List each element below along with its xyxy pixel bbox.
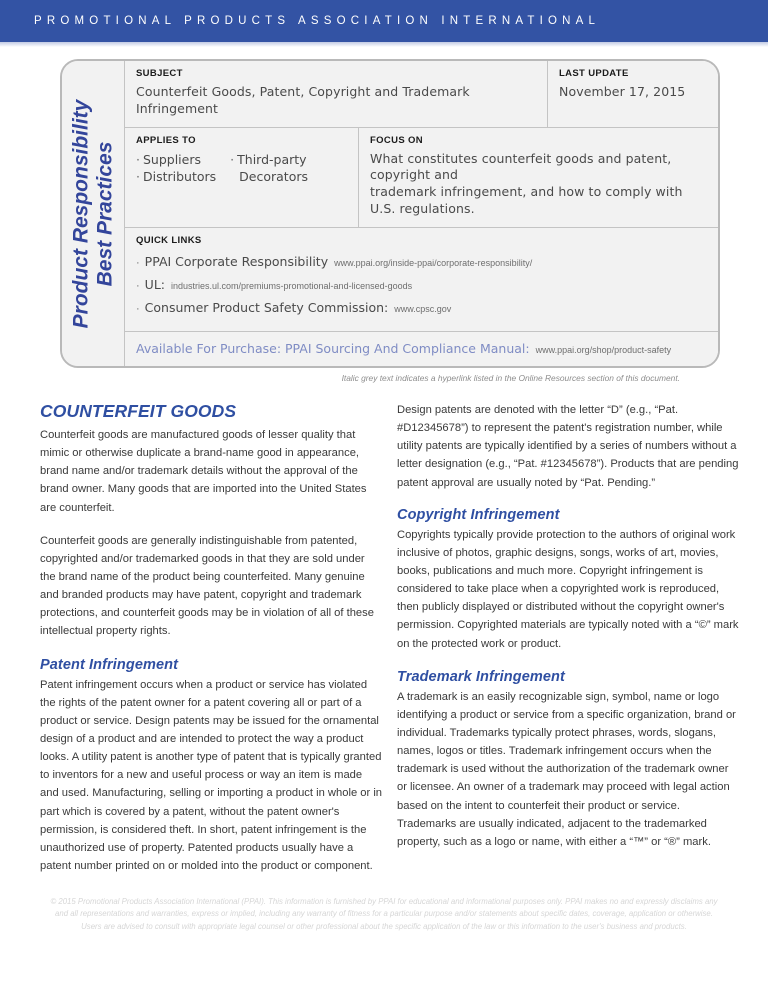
focus-on-line-2: trademark infringement, and how to comply with U.S. regulations.	[370, 184, 683, 216]
list-item	[136, 168, 216, 186]
quick-link-url[interactable]: www.cpsc.gov	[394, 304, 452, 315]
section-heading-copyright: Copyright Infringement	[397, 506, 560, 523]
info-card	[60, 59, 720, 368]
purchase-url[interactable]: www.ppai.org/shop/product-safety	[535, 345, 672, 356]
quick-link-url[interactable]: www.ppai.org/inside-ppai/corporate-responsibility/	[334, 258, 533, 268]
paragraph: Patent infringement occurs when a product or service has violated the rights of the patent owner for a patent covering all or part of a product or service. Design patents may be issued for the ornamental design of a product and are intended to protect the way a product looks. A utility patent is another type of patent that is typically granted to inventors for a new and useful process or way an item is made and used. Manufacturing, selling or importing a product in whole or in part which is covered by a patent, without the patent owner's permission, is considered theft. In short, patent infringement is the unauthorized use of property. Patented products usually have a patent number printed on or molded into the product or component.	[40, 678, 383, 873]
section-heading-patent: Patent Infringement	[40, 656, 179, 673]
paragraph: Copyrights typically provide protection to the authors of original work inclusive of photos, graphic designs, songs, works of art, movies, books, publications and much more. Copyright infringement is considered to take place when a copyrighted work is reproduced, then publicly displayed or distributed without the copyright owner's permission. Copyrighted materials are typically noted with a “©” mark on the protected work or product.	[397, 528, 739, 650]
bullet-icon: ·	[136, 257, 140, 269]
focus-on-cell	[358, 128, 718, 227]
focus-on-label: FOCUS ON	[370, 134, 423, 146]
card-rail-line-2: Best Practices	[93, 141, 116, 286]
focus-on-value	[370, 151, 707, 218]
last-update-value: November 17, 2015	[559, 84, 686, 99]
quick-link-name: Consumer Product Safety Commission:	[144, 300, 389, 316]
page-title: COUNTERFEIT GOODS	[40, 401, 237, 422]
purchase-cell[interactable]	[125, 332, 718, 366]
hyperlink-legend-note: Italic grey text indicates a hyperlink listed in the Online Resources section of this document.	[341, 373, 680, 384]
list-item[interactable]	[136, 274, 707, 297]
bullet-icon: ·	[230, 151, 235, 167]
applies-to-columns	[136, 151, 347, 187]
paragraph: Design patents are denoted with the letter “D” (e.g., “Pat. #D12345678”) to represent the patent's registration number, while utility patents are typically identified by a series of numbers without a letter designation (e.g., “Pat. #12345678”). Products that are pending patent approval are usually noted by “Pat. Pending.”	[397, 404, 739, 489]
applies-item-label: Third-party	[237, 151, 307, 167]
subject-label: SUBJECT	[136, 68, 183, 79]
article-left-column	[40, 401, 383, 875]
list-item	[136, 151, 216, 169]
paragraph: A trademark is an easily recognizable sign, symbol, name or logo identifying a product or service from a specific organization, brand or individual. Trademarks typically protect phrases, words, slogans, names, logos or titles. Trademark infringement occurs when the trademark is used without the authorization of the trademark owner or licensee. An owner of a trademark may proceed with legal action based on the intent to counterfeit their product or service. Trademarks are usually indicated, adjacent to the trademarked property, such as a logo or name, with either a “™” or “®” mark.	[397, 690, 736, 848]
quick-link-name: PPAI Corporate Responsibility	[144, 254, 329, 269]
applies-item-label: Distributors	[142, 169, 217, 185]
brand-bar-shadow	[0, 42, 768, 47]
list-item[interactable]	[136, 251, 707, 274]
bullet-icon: ·	[136, 280, 140, 293]
applies-to-cell	[125, 128, 358, 227]
last-update-label: LAST UPDATE	[559, 68, 629, 79]
card-rail-line-1: Product Responsibility	[69, 99, 93, 328]
card-row-quick-links	[125, 227, 718, 332]
paragraph: Counterfeit goods are manufactured goods of lesser quality that mimic or otherwise duplicate a brand-name good in appearance, brand name and/or trademark details without the approval of the brand owner. Many goods that are imported into the United States are counterfeit.	[40, 429, 367, 514]
card-rail-title	[69, 99, 116, 328]
quick-links-cell	[125, 228, 718, 332]
list-item	[230, 151, 308, 169]
brand-title: PROMOTIONAL PRODUCTS ASSOCIATION INTERNATIONAL	[34, 15, 601, 27]
article-columns	[40, 401, 740, 875]
subject-value: Counterfeit Goods, Patent, Copyright and Trademark Infringement	[136, 84, 470, 116]
focus-on-line-1: What constitutes counterfeit goods and patent, copyright and	[370, 150, 672, 183]
applies-item-label: Suppliers	[142, 151, 201, 167]
paragraph: Counterfeit goods are generally indistinguishable from patented, copyrighted and/or trademarked goods in that they are sold under the brand name of the product being counterfeited. Many genuine and branded products may have patent, copyright and trademark protections, and counterfeit goods may be in violation of all of these intellectual property rights.	[40, 534, 374, 638]
purchase-label: Available For Purchase: PPAI Sourcing And Compliance Manual:	[136, 341, 530, 357]
bullet-icon: ·	[136, 303, 140, 316]
card-side-rail	[62, 61, 124, 366]
list-item	[230, 168, 308, 186]
article-right-column	[397, 401, 740, 875]
bullet-icon: ·	[136, 169, 140, 185]
quick-link-url[interactable]: industries.ul.com/premiums-promotional-and-licensed-goods	[171, 281, 413, 292]
subject-cell	[125, 61, 547, 127]
quick-links-label: QUICK LINKS	[136, 234, 202, 246]
quick-links-list	[136, 251, 707, 321]
info-card-wrapper	[60, 59, 720, 368]
bullet-icon: ·	[136, 151, 140, 167]
applies-to-label: APPLIES TO	[136, 134, 196, 146]
brand-header-bar	[0, 0, 768, 42]
footer-disclaimer: © 2015 Promotional Products Association International (PPAI). This information is furnished by PPAI for educational and informational purposes only. PPAI makes no and expressly disclaims any and all representations and warranties, express or implied, including any warranty of fitness for a particular purpose and/or statements about specific dates, coverage, application or otherwise. Users are advised to consult with appropriate legal counsel or other professional about the specific application of the law or this information to the user's business and products.	[50, 897, 718, 931]
card-row-purchase	[125, 331, 718, 366]
card-body	[124, 61, 718, 366]
applies-to-list-1	[136, 151, 216, 187]
section-heading-trademark: Trademark Infringement	[397, 668, 565, 685]
list-item[interactable]	[136, 297, 707, 320]
card-row-subject	[125, 61, 718, 127]
card-row-applies	[125, 127, 718, 227]
last-update-cell	[547, 61, 718, 127]
applies-to-list-2	[230, 151, 308, 187]
applies-item-label: Decorators	[239, 169, 309, 185]
quick-link-name: UL:	[144, 277, 165, 293]
